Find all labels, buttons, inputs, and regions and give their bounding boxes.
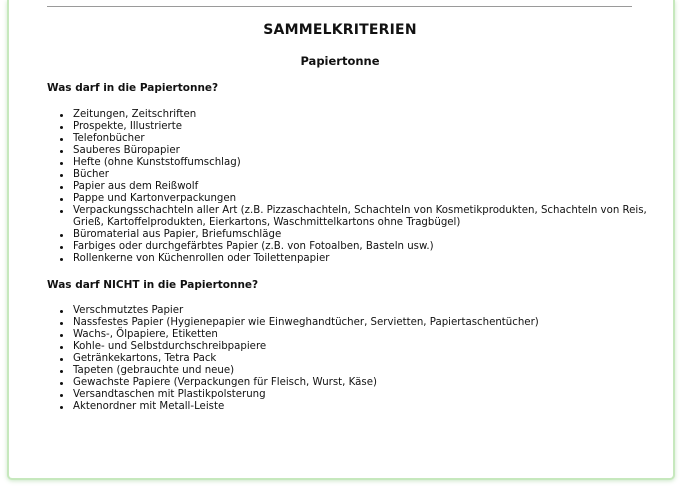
list-item: Verschmutztes Papier (73, 305, 653, 317)
list-item: Pappe und Kartonverpackungen (73, 193, 653, 205)
list-item: Zeitungen, Zeitschriften (73, 109, 653, 121)
allowed-heading: Was darf in die Papiertonne? (47, 82, 219, 94)
list-item: Versandtaschen mit Plastikpolsterung (73, 389, 653, 401)
list-item: Nassfestes Papier (Hygienepapier wie Einweghandtücher, Servietten, Papiertaschentücher) (73, 317, 653, 329)
list-item: Hefte (ohne Kunststoffumschlag) (73, 157, 653, 169)
list-item: Aktenordner mit Metall-Leiste (73, 401, 653, 413)
list-item: Sauberes Büropapier (73, 145, 653, 157)
list-item: Telefonbücher (73, 133, 653, 145)
list-item: Papier aus dem Reißwolf (73, 181, 653, 193)
not-allowed-list (47, 305, 653, 413)
list-item: Getränkekartons, Tetra Pack (73, 353, 653, 365)
list-item: Gewachste Papiere (Verpackungen für Fleisch, Wurst, Käse) (73, 377, 653, 389)
top-divider (47, 6, 632, 7)
list-item: Büromaterial aus Papier, Briefumschläge (73, 229, 653, 241)
list-item: Rollenkerne von Küchenrollen oder Toilettenpapier (73, 253, 653, 265)
list-item: Tapeten (gebrauchte und neue) (73, 365, 653, 377)
list-item: Bücher (73, 169, 653, 181)
not-allowed-heading: Was darf NICHT in die Papiertonne? (47, 279, 259, 291)
list-item: Wachs-, Ölpapiere, Etiketten (73, 329, 653, 341)
page-subtitle: Papiertonne (300, 54, 380, 68)
page-title: SAMMELKRITERIEN (263, 22, 417, 38)
list-item: Prospekte, Illustrierte (73, 121, 653, 133)
allowed-list (47, 109, 653, 265)
list-item: Kohle- und Selbstdurchschreibpapiere (73, 341, 653, 353)
list-item: Verpackungsschachteln aller Art (z.B. Pizzaschachteln, Schachteln von Kosmetikprodukten, Schachteln von Reis, Grieß, Kartoffelprodukten, Eierkartons, Waschmittelkartons ohne Tragbügel) (73, 205, 653, 229)
list-item: Farbiges oder durchgefärbtes Papier (z.B. von Fotoalben, Basteln usw.) (73, 241, 653, 253)
